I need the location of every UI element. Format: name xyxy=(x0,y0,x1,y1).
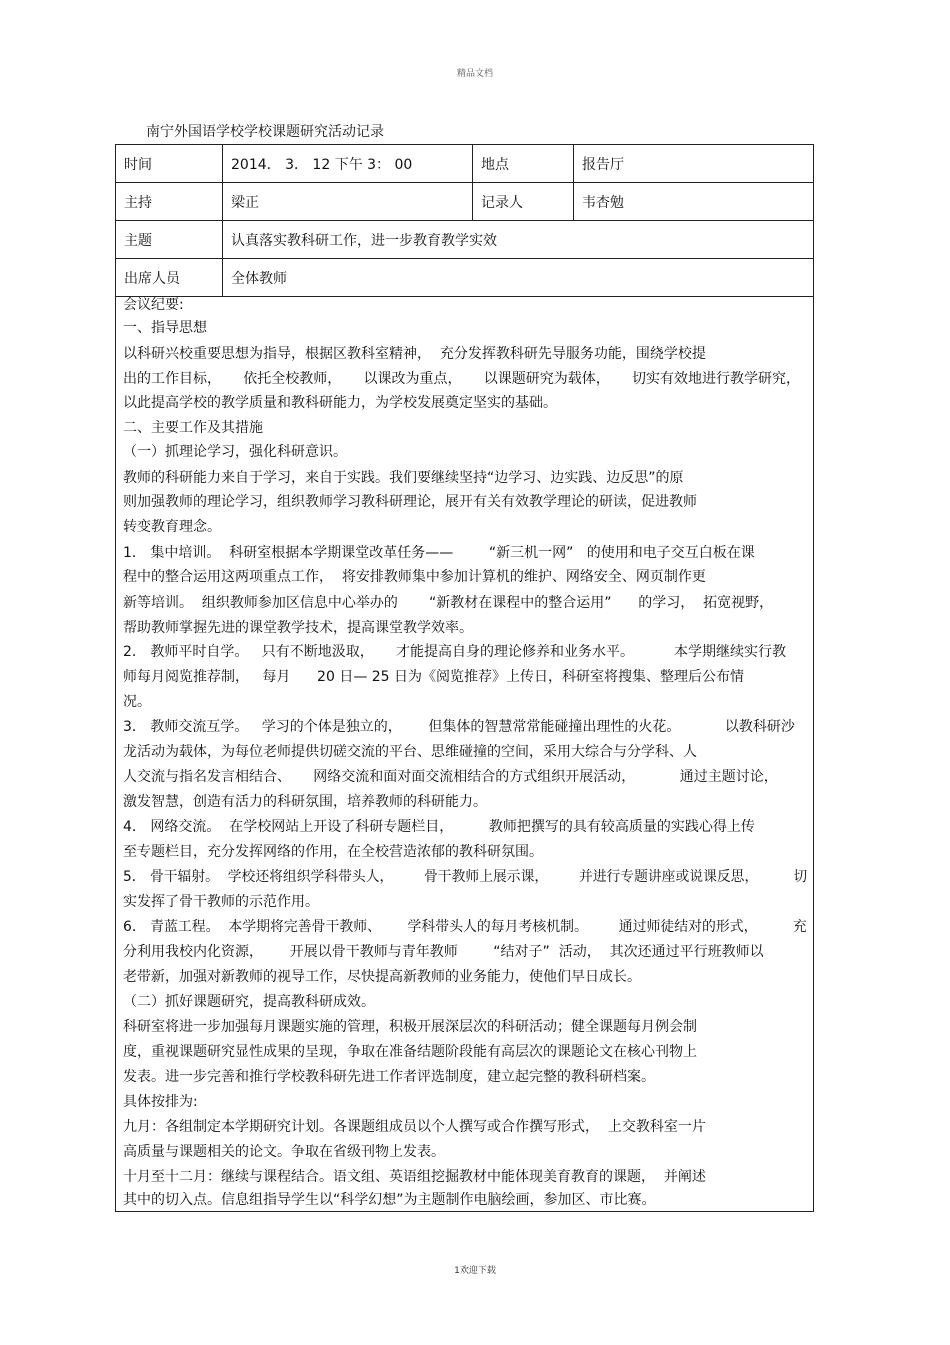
minutes-line: 教师的科研能力来自于学习，来自于实践。我们要继续坚持“边学习、边实践、边反思”的原 xyxy=(123,470,684,486)
recorder-value: 韦杏勉 xyxy=(574,183,814,221)
table-row xyxy=(116,145,814,183)
minutes-line: 龙活动为载体，为每位老师提供切磋交流的平台、思维碰撞的空间，采用大综合与分学科、人 xyxy=(123,744,697,760)
minutes-line: 二、主要工作及其措施 xyxy=(123,420,263,436)
minutes-line: 老带新，加强对新教师的视导工作，尽快提高新教师的业务能力，使他们早日成长。 xyxy=(123,969,641,985)
minutes-line: 其中的切入点。信息组指导学生以“科学幻想”为主题制作电脑绘画，参加区、市比赛。 xyxy=(123,1192,656,1208)
minutes-line: 2． 教师平时自学。 只有不断地汲取， 才能提高自身的理论修养和业务水平。 本学期继续实行教 xyxy=(123,644,787,660)
minutes-line: 发表。进一步完善和推行学校教科研先进工作者评选制度，建立起完整的教科研档案。 xyxy=(123,1069,655,1085)
minutes-line: 况。 xyxy=(123,694,151,710)
place-label: 地点 xyxy=(473,145,574,183)
minutes-line: 激发智慧，创造有活力的科研氛围，培养教师的科研能力。 xyxy=(123,794,487,810)
minutes-line: 高质量与课题相关的论文。争取在省级刊物上发表。 xyxy=(123,1144,445,1160)
minutes-line: 至专题栏目，充分发挥网络的作用，在全校营造浓郁的教科研氛围。 xyxy=(123,844,543,860)
minutes-line: 度，重视课题研究显性成果的呈现，争取在准备结题阶段能有高层次的课题论文在核心刊物上 xyxy=(123,1044,697,1060)
minutes-line: 一、指导思想 xyxy=(123,320,207,336)
attendees-label: 出席人员 xyxy=(116,259,223,297)
minutes-line: 出的工作目标， 依托全校教师， 以课改为重点， 以课题研究为载体， 切实有效地进行教学研究， xyxy=(123,371,801,387)
minutes-line: 以科研兴校重要思想为指导，根据区教科室精神， 充分发挥教科研先导服务功能，围绕学校提 xyxy=(123,346,706,362)
topic-label: 主题 xyxy=(116,221,223,259)
minutes-line: 则加强教师的理论学习，组织教师学习教科研理论，展开有关有效教学理论的研读，促进教师 xyxy=(123,494,697,510)
attendees-value: 全体教师 xyxy=(223,259,814,297)
meeting-minutes-box xyxy=(115,293,814,1212)
minutes-line: 会议纪要: xyxy=(123,297,184,313)
host-value: 梁正 xyxy=(223,183,473,221)
table-row xyxy=(116,259,814,297)
minutes-line: 实发挥了骨干教师的示范作用。 xyxy=(123,894,319,910)
minutes-line: 以此提高学校的教学质量和教科研能力，为学校发展奠定坚实的基础。 xyxy=(123,395,557,411)
minutes-line: 具体按排为: xyxy=(123,1094,198,1110)
minutes-line: 十月至十二月：继续与课程结合。语文组、英语组挖掘教材中能体现美育教育的课题， 并阐述 xyxy=(123,1169,706,1185)
minutes-line: 师每月阅览推荐制， 每月 20 日— 25 日为《阅览推荐》上传日，科研室将搜集、整理后公布情 xyxy=(123,669,745,685)
place-value: 报告厅 xyxy=(574,145,814,183)
minutes-line: 转变教育理念。 xyxy=(123,519,221,535)
header-watermark: 精品文档 xyxy=(456,69,493,79)
time-value: 2014． 3． 12 下午 3： 00 xyxy=(223,145,473,183)
minutes-line: 九月：各组制定本学期研究计划。各课题组成员以个人撰写或合作撰写形式， 上交教科室一片 xyxy=(123,1119,706,1135)
minutes-line: 分利用我校内化资源， 开展以骨干教师与青年教师 “结对子” 活动， 其次还通过平行班教师以 xyxy=(123,944,764,960)
page-footer: 1欢迎下载 xyxy=(454,1266,496,1276)
minutes-line: 5． 骨干辐射。 学校还将组织学科带头人， 骨干教师上展示课， 并进行专题讲座或说课反思， 切 xyxy=(123,869,808,885)
table-row xyxy=(116,221,814,259)
minutes-line: 人交流与指名发言相结合、 网络交流和面对面交流相结合的方式组织开展活动， 通过主题讨论， xyxy=(123,769,778,785)
recorder-label: 记录人 xyxy=(473,183,574,221)
minutes-line: 3． 教师交流互学。 学习的个体是独立的， 但集体的智慧常常能碰撞出理性的火花。 以教科研沙 xyxy=(123,719,795,735)
minutes-line: 程中的整合运用这两项重点工作， 将安排教师集中参加计算机的维护、网络安全、网页制作更 xyxy=(123,569,706,585)
topic-value: 认真落实教科研工作，进一步教育教学实效 xyxy=(223,221,814,259)
host-label: 主持 xyxy=(116,183,223,221)
minutes-line: 新等培训。 组织教师参加区信息中心举办的 “新教材在课程中的整合运用” 的学习， 拓宽视野， xyxy=(123,595,774,611)
minutes-line: 6． 青蓝工程。 本学期将完善骨干教师、 学科带头人的每月考核机制。 通过师徒结对的形式， 充 xyxy=(123,919,807,935)
minutes-line: （一）抓理论学习，强化科研意识。 xyxy=(123,444,347,460)
minutes-line: 1． 集中培训。 科研室根据本学期课堂改革任务—— “新三机一网” 的使用和电子交互白板在课 xyxy=(123,545,755,561)
time-label: 时间 xyxy=(116,145,223,183)
table-row xyxy=(116,183,814,221)
minutes-line: 科研室将进一步加强每月课题实施的管理，积极开展深层次的科研活动；健全课题每月例会制 xyxy=(123,1019,697,1035)
minutes-line: 帮助教师掌握先进的课堂教学技术，提高课堂教学效率。 xyxy=(123,620,473,636)
document-title: 南宁外国语学校学校课题研究活动记录 xyxy=(146,124,384,140)
meeting-info-table xyxy=(115,144,814,297)
minutes-line: 4． 网络交流。 在学校网站上开设了科研专题栏目， 教师把撰写的具有较高质量的实践心得上传 xyxy=(123,819,755,835)
minutes-line: （二）抓好课题研究，提高教科研成效。 xyxy=(123,994,375,1010)
